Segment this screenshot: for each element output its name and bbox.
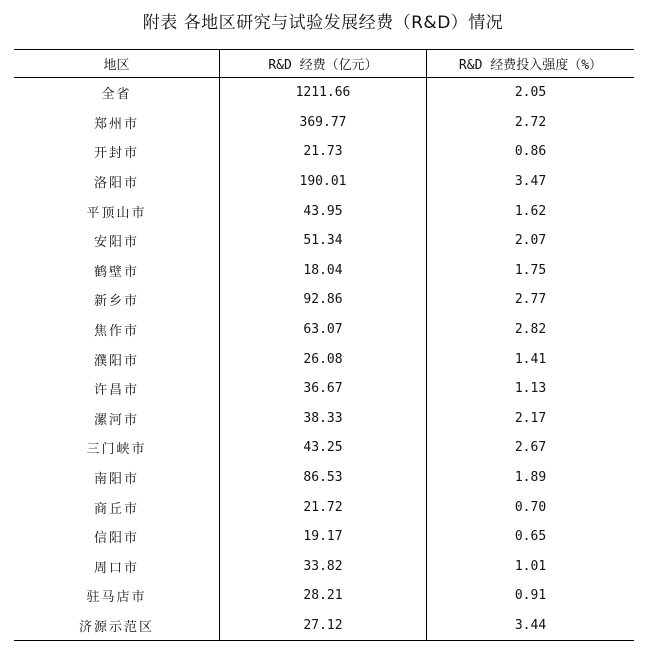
header-row xyxy=(14,50,634,78)
cell-region: 周口市 xyxy=(14,552,220,582)
cell-region: 南阳市 xyxy=(14,463,220,493)
table-row xyxy=(14,167,634,197)
cell-region: 许昌市 xyxy=(14,374,220,404)
cell-funds: 369.77 xyxy=(220,108,427,138)
cell-intensity: 0.86 xyxy=(514,144,547,160)
table-row xyxy=(14,196,634,226)
cell-region: 洛阳市 xyxy=(14,167,220,197)
table-row xyxy=(14,256,634,286)
cell-intensity: 3.44 xyxy=(427,611,635,641)
cell-funds: 86.53 xyxy=(220,463,427,493)
cell-intensity: 1.41 xyxy=(514,351,547,367)
table-row xyxy=(14,433,634,463)
cell-region: 全省 xyxy=(14,78,220,108)
table-row xyxy=(14,463,634,493)
cell-intensity: 1.62 xyxy=(514,203,547,219)
cell-region: 濮阳市 xyxy=(14,344,220,374)
rd-table xyxy=(14,49,634,641)
header-region: 地区 xyxy=(14,50,220,78)
cell-funds: 51.34 xyxy=(220,226,427,256)
cell-region: 平顶山市 xyxy=(14,196,220,226)
cell-funds: 43.25 xyxy=(220,433,427,463)
header-intensity: R&D 经费投入强度（%） xyxy=(427,50,635,78)
cell-funds: 26.08 xyxy=(220,344,427,374)
cell-intensity: 2.67 xyxy=(514,440,547,456)
cell-region: 郑州市 xyxy=(14,108,220,138)
cell-funds: 19.17 xyxy=(220,522,427,552)
cell-intensity: 3.47 xyxy=(514,174,547,190)
cell-intensity: 2.72 xyxy=(514,114,547,130)
cell-funds: 190.01 xyxy=(220,167,427,197)
cell-funds: 27.12 xyxy=(220,611,427,641)
table-row xyxy=(14,108,634,138)
cell-funds: 63.07 xyxy=(220,315,427,345)
table-row xyxy=(14,344,634,374)
header-funds: R&D 经费（亿元） xyxy=(220,50,427,78)
cell-funds: 21.73 xyxy=(220,137,427,167)
cell-intensity: 0.70 xyxy=(514,499,547,515)
cell-region: 开封市 xyxy=(14,137,220,167)
table-row xyxy=(14,137,634,167)
table-row xyxy=(14,374,634,404)
cell-intensity: 0.91 xyxy=(514,588,547,604)
cell-region: 济源示范区 xyxy=(14,611,220,641)
cell-intensity: 2.82 xyxy=(514,322,547,338)
cell-intensity: 2.77 xyxy=(514,292,547,308)
cell-intensity: 1.01 xyxy=(514,558,547,574)
cell-funds: 21.72 xyxy=(220,492,427,522)
cell-region: 鹤壁市 xyxy=(14,256,220,286)
table-row xyxy=(14,226,634,256)
cell-region: 漯河市 xyxy=(14,404,220,434)
table-row xyxy=(14,285,634,315)
table-row xyxy=(14,78,634,108)
cell-region: 信阳市 xyxy=(14,522,220,552)
cell-intensity: 1.13 xyxy=(514,381,547,397)
cell-funds: 38.33 xyxy=(220,404,427,434)
cell-funds: 28.21 xyxy=(220,581,427,611)
cell-region: 焦作市 xyxy=(14,315,220,345)
cell-intensity: 0.65 xyxy=(514,529,547,545)
cell-funds: 43.95 xyxy=(220,196,427,226)
table-body xyxy=(14,78,634,641)
cell-intensity: 1.75 xyxy=(514,262,547,278)
cell-region: 驻马店市 xyxy=(14,581,220,611)
cell-intensity: 1.89 xyxy=(514,470,547,486)
cell-region: 安阳市 xyxy=(14,226,220,256)
table-row xyxy=(14,552,634,582)
cell-intensity: 2.07 xyxy=(514,233,547,249)
cell-funds: 1211.66 xyxy=(220,78,427,108)
cell-intensity: 2.05 xyxy=(514,85,547,101)
cell-region: 新乡市 xyxy=(14,285,220,315)
table-row xyxy=(14,315,634,345)
cell-funds: 36.67 xyxy=(220,374,427,404)
cell-funds: 92.86 xyxy=(220,285,427,315)
table-row xyxy=(14,581,634,611)
cell-funds: 18.04 xyxy=(220,256,427,286)
cell-region: 商丘市 xyxy=(14,492,220,522)
cell-funds: 33.82 xyxy=(220,552,427,582)
table-row xyxy=(14,492,634,522)
table-row xyxy=(14,522,634,552)
table-row xyxy=(14,404,634,434)
cell-intensity: 2.17 xyxy=(514,410,547,426)
cell-region: 三门峡市 xyxy=(14,433,220,463)
table-row xyxy=(14,611,634,641)
table-title: 附表 各地区研究与试验发展经费（R&D）情况 xyxy=(142,13,504,33)
